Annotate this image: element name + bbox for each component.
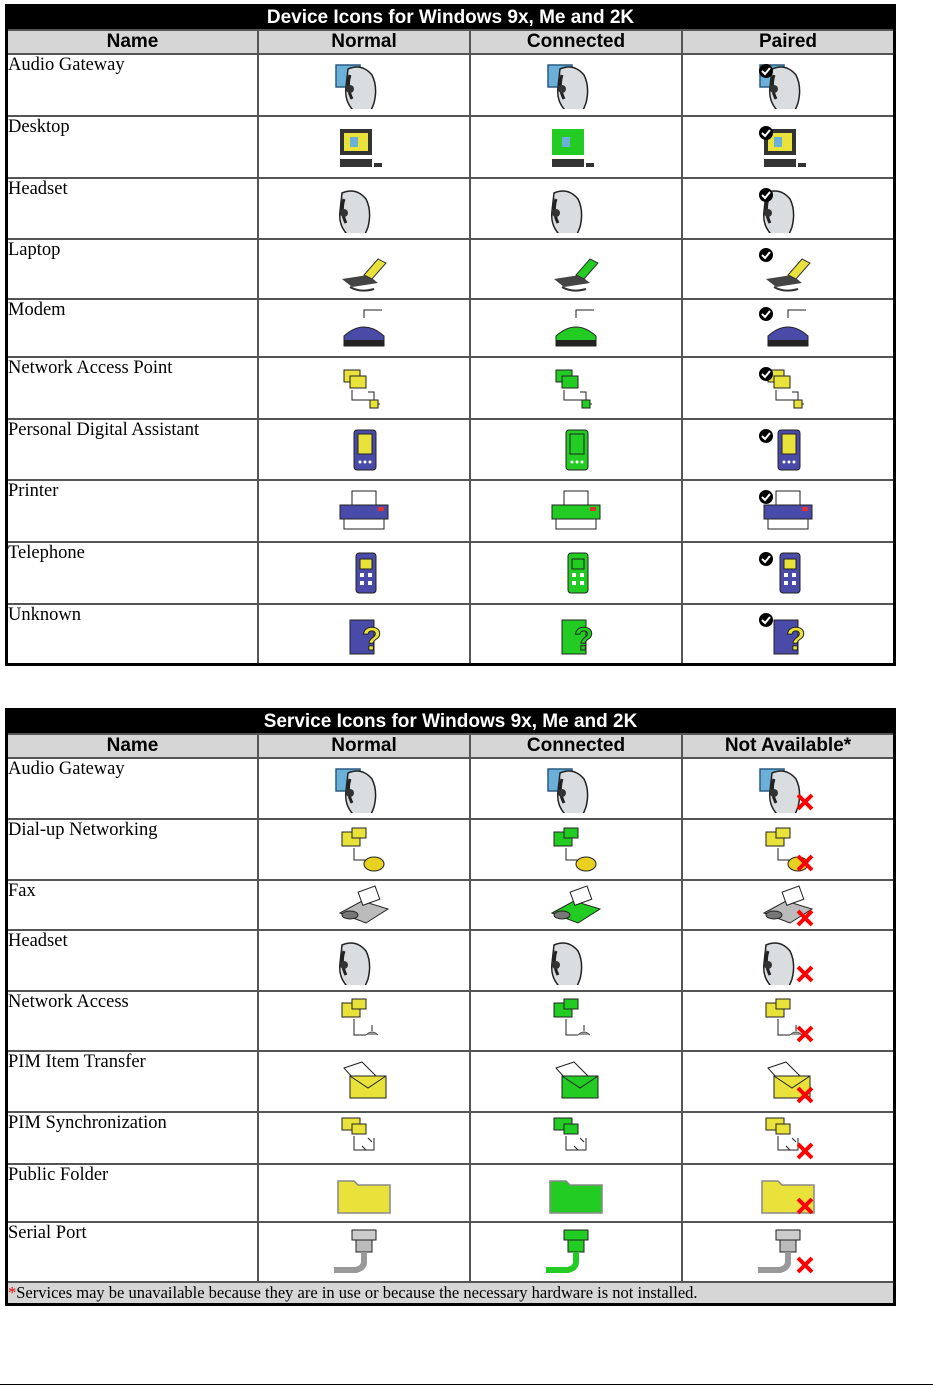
row-name: Personal Digital Assistant bbox=[7, 419, 259, 480]
table-row bbox=[7, 178, 895, 239]
network-access-point-connected-icon bbox=[470, 357, 682, 419]
printer-normal-icon bbox=[258, 480, 470, 542]
modem-normal-icon bbox=[258, 299, 470, 357]
table-row bbox=[7, 419, 895, 480]
modem-paired-icon bbox=[682, 299, 895, 357]
table-title: Service Icons for Windows 9x, Me and 2K bbox=[7, 710, 895, 735]
footnote bbox=[7, 1282, 895, 1305]
row-name: Printer bbox=[7, 480, 259, 542]
column-header-name: Name bbox=[7, 30, 259, 54]
network-access-point-paired-icon bbox=[682, 357, 895, 419]
table-row bbox=[7, 991, 895, 1051]
audio-gateway-unavailable-icon bbox=[682, 758, 895, 819]
row-name: Serial Port bbox=[7, 1222, 259, 1282]
network-access-point-normal-icon bbox=[258, 357, 470, 419]
pim-transfer-normal-icon bbox=[258, 1051, 470, 1112]
fax-normal-icon bbox=[258, 880, 470, 930]
table-row bbox=[7, 930, 895, 991]
unknown-connected-icon bbox=[470, 604, 682, 664]
row-name: Dial-up Networking bbox=[7, 819, 259, 880]
unknown-paired-icon bbox=[682, 604, 895, 664]
row-name: Headset bbox=[7, 930, 259, 991]
pim-transfer-connected-icon bbox=[470, 1051, 682, 1112]
laptop-paired-icon bbox=[682, 239, 895, 299]
table-row bbox=[7, 1164, 895, 1222]
table-row bbox=[7, 819, 895, 880]
desktop-paired-icon bbox=[682, 116, 895, 178]
pda-paired-icon bbox=[682, 419, 895, 480]
row-name: Laptop bbox=[7, 239, 259, 299]
row-name: Network Access Point bbox=[7, 357, 259, 419]
pda-connected-icon bbox=[470, 419, 682, 480]
page-rule bbox=[0, 1384, 933, 1385]
row-name: Network Access bbox=[7, 991, 259, 1051]
audio-gateway-paired-icon bbox=[682, 54, 895, 116]
row-name: Public Folder bbox=[7, 1164, 259, 1222]
table-row bbox=[7, 1051, 895, 1112]
column-header-normal: Normal bbox=[258, 30, 470, 54]
telephone-connected-icon bbox=[470, 542, 682, 604]
pim-sync-normal-icon bbox=[258, 1112, 470, 1164]
folder-connected-icon bbox=[470, 1164, 682, 1222]
table-title: Device Icons for Windows 9x, Me and 2K bbox=[7, 6, 895, 31]
network-access-unavailable-icon bbox=[682, 991, 895, 1051]
column-header-name: Name bbox=[7, 734, 259, 758]
modem-connected-icon bbox=[470, 299, 682, 357]
footnote-text: Services may be unavailable because they are in use or because the necessary hardware is not installed. bbox=[16, 1283, 698, 1302]
pim-transfer-unavailable-icon bbox=[682, 1051, 895, 1112]
laptop-normal-icon bbox=[258, 239, 470, 299]
folder-normal-icon bbox=[258, 1164, 470, 1222]
desktop-connected-icon bbox=[470, 116, 682, 178]
table-row bbox=[7, 604, 895, 664]
printer-connected-icon bbox=[470, 480, 682, 542]
laptop-connected-icon bbox=[470, 239, 682, 299]
row-name: PIM Synchronization bbox=[7, 1112, 259, 1164]
serial-port-normal-icon bbox=[258, 1222, 470, 1282]
dialup-unavailable-icon bbox=[682, 819, 895, 880]
folder-unavailable-icon bbox=[682, 1164, 895, 1222]
row-name: Modem bbox=[7, 299, 259, 357]
column-header-connected: Connected bbox=[470, 30, 682, 54]
telephone-paired-icon bbox=[682, 542, 895, 604]
row-name: PIM Item Transfer bbox=[7, 1051, 259, 1112]
audio-gateway-connected-icon bbox=[470, 758, 682, 819]
telephone-normal-icon bbox=[258, 542, 470, 604]
svg-text:?: ? bbox=[786, 620, 806, 657]
table-row bbox=[7, 116, 895, 178]
fax-connected-icon bbox=[470, 880, 682, 930]
footnote-mark: * bbox=[8, 1283, 17, 1302]
table-row bbox=[7, 239, 895, 299]
headset-paired-icon bbox=[682, 178, 895, 239]
column-header-paired: Paired bbox=[682, 30, 895, 54]
table-row bbox=[7, 880, 895, 930]
audio-gateway-normal-icon bbox=[258, 758, 470, 819]
serial-port-connected-icon bbox=[470, 1222, 682, 1282]
pim-sync-connected-icon bbox=[470, 1112, 682, 1164]
pim-sync-unavailable-icon bbox=[682, 1112, 895, 1164]
svg-text:?: ? bbox=[574, 620, 594, 657]
table-row bbox=[7, 480, 895, 542]
dialup-normal-icon bbox=[258, 819, 470, 880]
row-name: Desktop bbox=[7, 116, 259, 178]
audio-gateway-connected-icon bbox=[470, 54, 682, 116]
dialup-connected-icon bbox=[470, 819, 682, 880]
service-icons-table bbox=[5, 708, 896, 1306]
serial-port-unavailable-icon bbox=[682, 1222, 895, 1282]
pda-normal-icon bbox=[258, 419, 470, 480]
table-row bbox=[7, 542, 895, 604]
column-header-normal: Normal bbox=[258, 734, 470, 758]
table-row bbox=[7, 357, 895, 419]
headset-normal-icon bbox=[258, 178, 470, 239]
row-name: Fax bbox=[7, 880, 259, 930]
headset-unavailable-icon bbox=[682, 930, 895, 991]
network-access-connected-icon bbox=[470, 991, 682, 1051]
table-row bbox=[7, 758, 895, 819]
table-row bbox=[7, 299, 895, 357]
table-row bbox=[7, 54, 895, 116]
row-name: Audio Gateway bbox=[7, 758, 259, 819]
headset-normal-icon bbox=[258, 930, 470, 991]
row-name: Unknown bbox=[7, 604, 259, 664]
table-row bbox=[7, 1222, 895, 1282]
desktop-normal-icon bbox=[258, 116, 470, 178]
svg-text:?: ? bbox=[362, 620, 382, 657]
headset-connected-icon bbox=[470, 178, 682, 239]
audio-gateway-normal-icon bbox=[258, 54, 470, 116]
column-header-not-available: Not Available* bbox=[682, 734, 895, 758]
table-row bbox=[7, 1112, 895, 1164]
fax-unavailable-icon bbox=[682, 880, 895, 930]
row-name: Telephone bbox=[7, 542, 259, 604]
headset-connected-icon bbox=[470, 930, 682, 991]
column-header-connected: Connected bbox=[470, 734, 682, 758]
unknown-normal-icon bbox=[258, 604, 470, 664]
row-name: Headset bbox=[7, 178, 259, 239]
printer-paired-icon bbox=[682, 480, 895, 542]
row-name: Audio Gateway bbox=[7, 54, 259, 116]
device-icons-table bbox=[5, 4, 896, 666]
network-access-normal-icon bbox=[258, 991, 470, 1051]
